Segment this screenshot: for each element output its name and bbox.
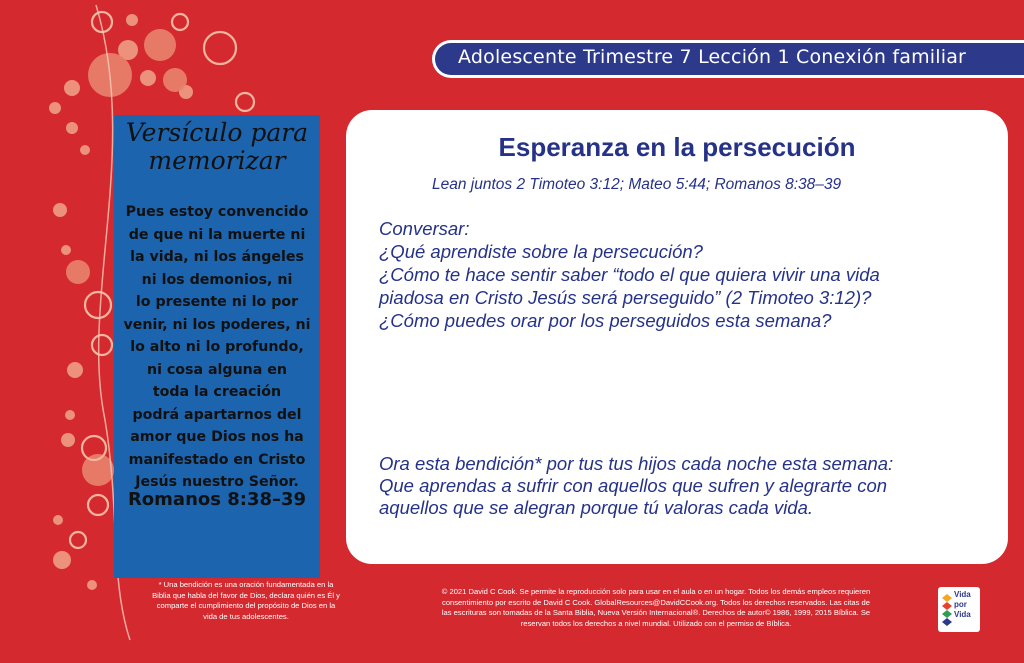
verse-line: la vida, ni los ángeles (130, 249, 304, 265)
question-line: ¿Qué aprendiste sobre la persecución? (379, 241, 703, 262)
logo-text (954, 590, 971, 620)
vida-por-vida-logo (938, 587, 980, 632)
banner-title: Adolescente Trimestre 7 Lección 1 Conexión familiar (458, 46, 967, 68)
question-line: piadosa en Cristo Jesús será perseguido” (2 Timoteo 3:12)? (379, 287, 872, 308)
verse-line: Jesús nuestro Señor. (135, 474, 299, 490)
question-line: ¿Cómo puedes orar por los perseguidos esta semana? (379, 310, 832, 331)
lesson-banner (432, 40, 1024, 78)
verse-line: podrá apartarnos del (132, 406, 302, 423)
verse-line: toda la creación (152, 384, 282, 400)
discussion-card (346, 110, 1008, 564)
copyright-line: las escrituras son tomadas de la Santa Biblia, Nueva Versión Internacional®. Derechos de autor© 1986, 1999, 2015 Bíblica. Se (441, 608, 871, 617)
footnote-line: comparte el cumplimiento del propósito de Dios en la (156, 601, 336, 610)
blessing-line: Que aprendas a sufrir con aquellos que sufren y alegrarte con (379, 475, 888, 496)
reading-reference: Lean juntos 2 Timoteo 3:12; Mateo 5:44; Romanos 8:38–39 (432, 176, 842, 193)
converse-label: Conversar: (379, 218, 470, 239)
footnote-line: * Una bendición es una oración fundamentada en la (158, 580, 334, 589)
verse-line: ni cosa alguna en (146, 361, 288, 378)
verse-line: ni los demonios, ni (141, 271, 293, 288)
copyright-line: reservan todos los derechos a nivel mundial. Utilizado con el permiso de Bíblica. (520, 618, 792, 628)
blessing-text (379, 453, 999, 519)
blessing-footnote (126, 580, 366, 622)
verse-line: de que ni la muerte ni (128, 226, 306, 243)
question-line: ¿Cómo te hace sentir saber “todo el que quiera vivir una vida (379, 264, 880, 285)
blessing-line: aquellos que se alegran porque tú valoras cada vida. (379, 497, 814, 518)
question-list (379, 240, 999, 332)
memory-verse-text (120, 201, 314, 494)
logo-line: Vida (954, 590, 971, 599)
card-title: Esperanza en la persecución (498, 132, 856, 162)
memory-verse-panel (114, 115, 320, 578)
verse-line: manifestado en Cristo (128, 451, 306, 468)
memory-verse-title-line1: Versículo para (125, 118, 309, 147)
footnote-line: Biblia que habla del favor de Dios, declara quién es Él y (152, 590, 340, 600)
verse-line: lo presente ni lo por (135, 294, 299, 310)
verse-line: Pues estoy convencido (125, 204, 309, 220)
memory-verse-title-line2: memorizar (148, 146, 286, 175)
blessing-line: Ora esta bendición* por tus tus hijos cada noche esta semana: (379, 453, 894, 474)
memory-verse-reference: Romanos 8:38–39 (127, 489, 307, 510)
footnote-line: vida de tus adolescentes. (203, 611, 289, 621)
logo-line: Vida (954, 610, 971, 619)
verse-line: venir, ni los poderes, ni (123, 316, 311, 333)
copyright-line: © 2021 David C Cook. Se permite la reproducción solo para usar en el aula o en un hogar. Todos los demás empleos requieren (441, 587, 871, 596)
copyright-notice (382, 587, 930, 629)
memory-verse-title (114, 119, 320, 175)
logo-line: por (954, 600, 967, 609)
copyright-line: consentimiento por escrito de David C Cook. GlobalResources@DavidCCook.org. Todos los derechos reservados. Las citas de (442, 597, 870, 607)
verse-line: lo alto ni lo profundo, (130, 339, 304, 355)
verse-line: amor que Dios nos ha (130, 429, 304, 445)
logo-mark-icon (942, 594, 952, 626)
